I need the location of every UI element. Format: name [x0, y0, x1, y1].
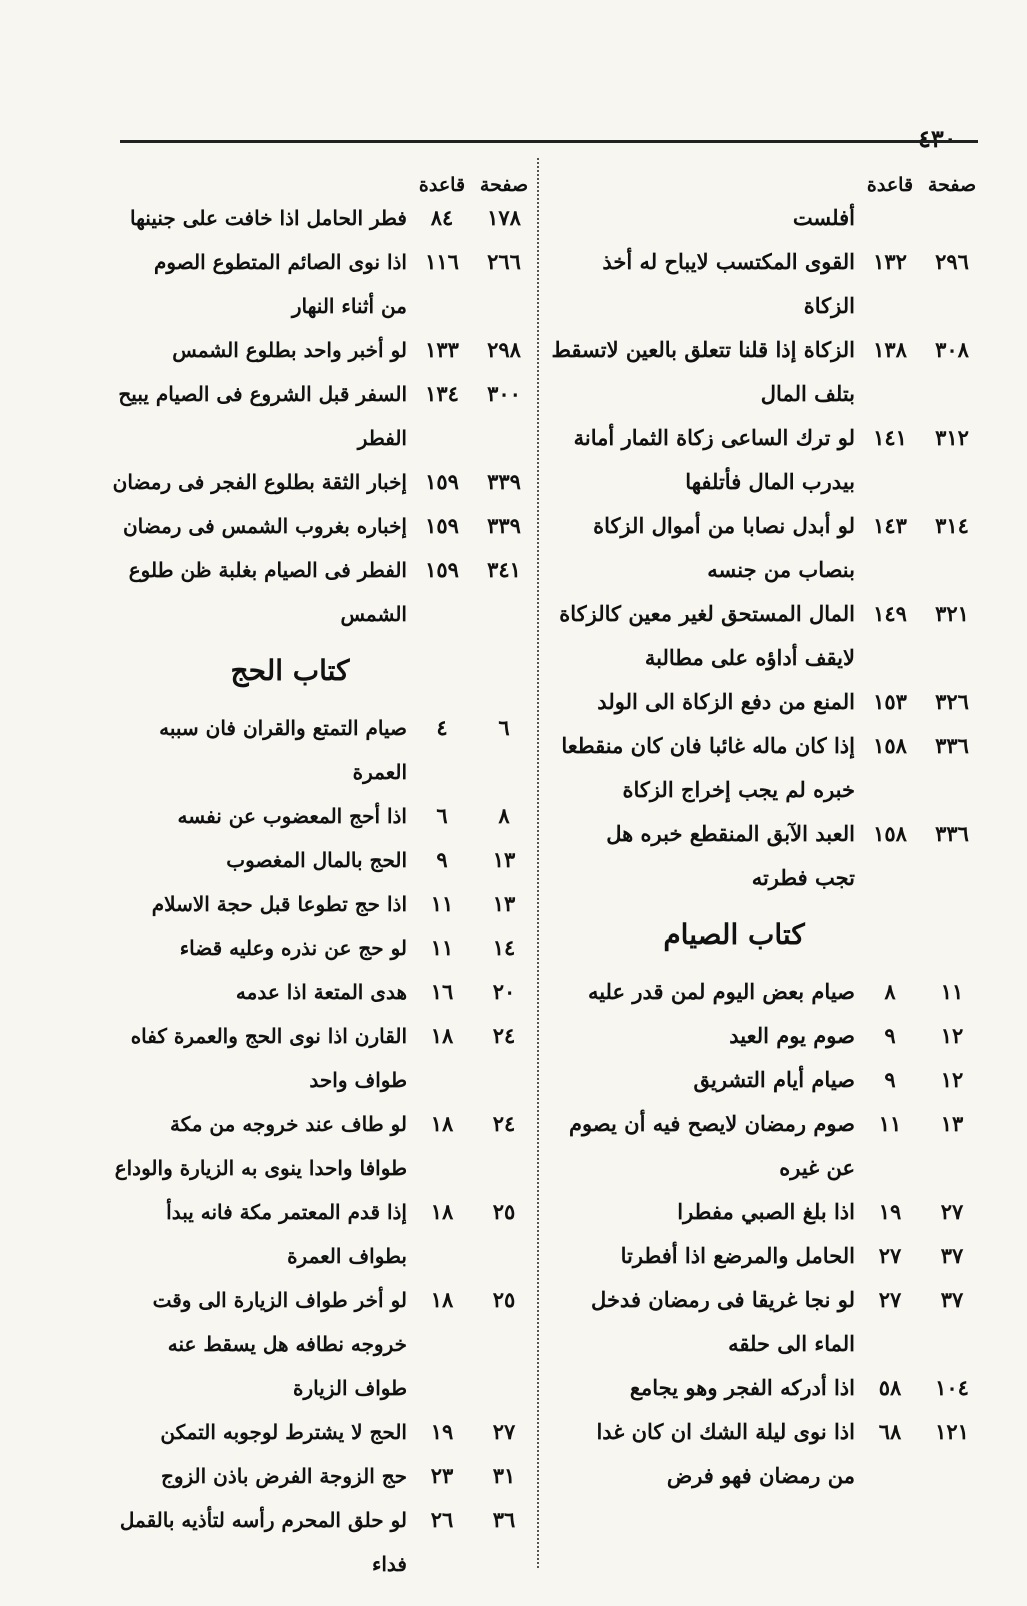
index-entry [105, 1410, 535, 1454]
continued-text: أفلست [792, 205, 855, 230]
entry-text: لو ترك الساعى زكاة الثمار أمانة [573, 425, 855, 450]
page-ref: ٦ [498, 715, 510, 740]
column-header [105, 160, 535, 196]
index-entry [545, 1278, 983, 1322]
entry-text: لو نجا غريقا فى رمضان فدخل [591, 1287, 855, 1312]
page-ref: ٣٧ [940, 1243, 964, 1268]
page-ref: ١٣ [940, 1111, 964, 1136]
entry-text: بيدرب المال فأتلفها [685, 469, 855, 494]
index-entry-continuation [545, 460, 983, 504]
entry-text: إذا قدم المعتمر مكة فانه يبدأ [166, 1200, 407, 1224]
entry-text: اذا بلغ الصبي مفطرا [677, 1199, 855, 1224]
entry-text: اذا نوى الصائم المتطوع الصوم [153, 250, 407, 274]
index-entry-continuation [545, 1454, 983, 1498]
column-divider [537, 158, 539, 1568]
index-entry [105, 1190, 535, 1234]
entry-text: الحامل والمرضع اذا أفطرتا [620, 1243, 855, 1268]
index-entry [105, 548, 535, 592]
index-entry [105, 460, 535, 504]
index-entry-continuation [545, 1146, 983, 1190]
entry-text: بنصاب من جنسه [707, 557, 855, 582]
entry-text: اذا نوى ليلة الشك ان كان غدا [596, 1419, 855, 1444]
entry-text: السفر قبل الشروع فى الصيام يبيح [118, 382, 407, 406]
entry-text: لو أبدل نصابا من أموال الزكاة [593, 513, 855, 538]
entry-text: صيام التمتع والقران فان سببه العمرة [159, 716, 407, 784]
entry-text: الفطر [357, 426, 407, 450]
index-entry-continuation [105, 1366, 535, 1410]
entry-text: صوم رمضان لايصح فيه أن يصوم [568, 1111, 855, 1136]
entry-text: العبد الآبق المنقطع خبره هل [606, 821, 855, 846]
entry-text: اذا حج تطوعا قبل حجة الاسلام [151, 892, 407, 916]
entry-text: حج الزوجة الفرض باذن الزوج [160, 1464, 407, 1488]
column-header [545, 160, 983, 196]
entry-text: خروجه نطافه هل يسقط عنه [167, 1332, 407, 1356]
page-ref: ٢٩٦ [935, 249, 969, 274]
rule-ref: ٢٦ [430, 1507, 454, 1532]
index-entry-continuation [545, 856, 983, 900]
page-ref: ٣٣٩ [487, 513, 521, 538]
rule-ref: ١٥٨ [873, 821, 907, 846]
entry-text: إخبار الثقة بطلوع الفجر فى رمضان [112, 470, 407, 494]
page-ref: ١١ [940, 979, 964, 1004]
index-entry-continuation [105, 1234, 535, 1278]
rule-ref: ٢٧ [878, 1287, 902, 1312]
index-entry-continuation [545, 768, 983, 812]
rule-ref: ٦٨ [878, 1419, 902, 1444]
index-entry-continuation [105, 1146, 535, 1190]
rule-ref: ٨٤ [430, 205, 454, 230]
entry-text: صيام أيام التشريق [693, 1067, 855, 1092]
section-title: كتاب الصيام [663, 918, 805, 951]
entry-text: القوى المكتسب لايباح له أخذ [602, 249, 855, 274]
index-entry [545, 592, 983, 636]
rule-ref: ١٥٨ [873, 733, 907, 758]
entry-text: اذا أدركه الفجر وهو يجامع [629, 1375, 855, 1400]
entries-siyam-cont [105, 196, 535, 636]
rule-ref: ١٥٩ [425, 513, 459, 538]
index-entry-continuation [105, 416, 535, 460]
rule-header: قاعدة [866, 174, 914, 196]
page-ref: ٢٤ [492, 1023, 516, 1048]
entry-text: طوافا واحدا ينوى به الزيارة والوداع [114, 1156, 407, 1180]
index-entry [545, 240, 983, 284]
entry-text: الزكاة [803, 293, 855, 318]
index-entry-continuation [105, 592, 535, 636]
page-ref: ١٣ [492, 847, 516, 872]
index-entry [105, 706, 535, 794]
entries-zakat [545, 240, 983, 900]
entry-text: هدى المتعة اذا عدمه [235, 980, 407, 1004]
rule-ref: ١٨ [430, 1023, 454, 1048]
entry-text: الفطر فى الصيام بغلبة ظن طلوع [128, 558, 407, 582]
rule-ref: ٤ [436, 715, 448, 740]
entry-text: إذا كان ماله غائبا فان كان منقطعا [561, 733, 855, 758]
index-entry [545, 970, 983, 1014]
page-ref: ٣٠٨ [935, 337, 969, 362]
rule-ref: ١٩ [430, 1419, 454, 1444]
page-ref: ٣٣٦ [935, 821, 969, 846]
entry-text: بطواف العمرة [287, 1244, 407, 1268]
rule-ref: ١٣٤ [425, 381, 459, 406]
index-entry [545, 328, 983, 372]
index-entry [105, 970, 535, 1014]
entry-text: الحج لا يشترط لوجوبه التمكن [160, 1420, 407, 1444]
page-header: صفحة [927, 174, 977, 196]
rule-ref: ١٩ [878, 1199, 902, 1224]
rule-ref: ١٣٣ [425, 337, 459, 362]
entry-text: لايقف أداؤه على مطالبة [644, 645, 855, 670]
rule-ref: ١١٦ [425, 249, 459, 274]
page-number: ٤٣٠ [918, 124, 957, 153]
index-entry [105, 372, 535, 416]
index-entry [105, 196, 535, 240]
rule-header: قاعدة [418, 174, 466, 196]
rule-ref: ١٥٩ [425, 557, 459, 582]
entry-text: تجب فطرته [751, 865, 855, 890]
page-ref: ١٢ [940, 1067, 964, 1092]
entry-text: بتلف المال [760, 381, 855, 406]
rule-ref: ١١ [430, 935, 454, 960]
rule-ref: ٩ [884, 1023, 896, 1048]
rule-ref: ١٤١ [873, 425, 907, 450]
entry-text: عن غيره [779, 1155, 855, 1180]
rule-ref: ٩ [436, 847, 448, 872]
entry-text: طواف الزيارة [293, 1376, 407, 1400]
entry-text: إخباره بغروب الشمس فى رمضان [122, 514, 407, 538]
index-entry [545, 724, 983, 768]
entry-text: فطر الحامل اذا خافت على جنينها [129, 206, 407, 230]
rule-ref: ١٨ [430, 1199, 454, 1224]
rule-ref: ١١ [878, 1111, 902, 1136]
entry-text: لو حلق المحرم رأسه لتأذيه بالقمل فداء [119, 1508, 407, 1576]
index-entry-continuation [545, 548, 983, 592]
entry-text: لو أخبر واحد بطلوع الشمس [172, 338, 407, 362]
rule-ref: ٢٧ [878, 1243, 902, 1268]
rule-ref: ١٥٣ [873, 689, 907, 714]
left-column [105, 160, 535, 1586]
page-ref: ٨ [498, 803, 510, 828]
index-entry-continuation [545, 636, 983, 680]
rule-ref: ١٣٨ [873, 337, 907, 362]
entries-hajj [105, 706, 535, 1586]
index-entry [105, 838, 535, 882]
page-ref: ٢٤ [492, 1111, 516, 1136]
page-ref: ١٤ [492, 935, 516, 960]
entry-text: اذا أحج المعضوب عن نفسه [177, 804, 407, 828]
index-entry [105, 1014, 535, 1058]
index-entry [105, 328, 535, 372]
index-entry [105, 504, 535, 548]
page-ref: ٣٤١ [487, 557, 521, 582]
index-entry [105, 1454, 535, 1498]
index-entry [545, 416, 983, 460]
index-entry [545, 1190, 983, 1234]
entry-text: الماء الى حلقه [728, 1331, 855, 1356]
index-entry [545, 1058, 983, 1102]
entry-text: المنع من دفع الزكاة الى الولد [597, 689, 855, 714]
rule-ref: ١٨ [430, 1287, 454, 1312]
top-rule [120, 140, 978, 143]
right-column [545, 160, 983, 1498]
page-ref: ٢٦٦ [487, 249, 521, 274]
page-ref: ٢٧ [492, 1419, 516, 1444]
index-entry [545, 1366, 983, 1410]
page-ref: ٣٧ [940, 1287, 964, 1312]
index-entry [105, 240, 535, 284]
rule-ref: ١٣٢ [873, 249, 907, 274]
index-entry [545, 812, 983, 856]
rule-ref: ١٥٩ [425, 469, 459, 494]
index-entry-continuation [105, 1322, 535, 1366]
page-ref: ٣٢١ [935, 601, 969, 626]
rule-ref: ٨ [884, 979, 896, 1004]
entry-text: صيام بعض اليوم لمن قدر عليه [587, 979, 855, 1004]
entry-text: خبره لم يجب إخراج الزكاة [622, 777, 855, 802]
page-header: صفحة [479, 174, 529, 196]
page-ref: ٣١٤ [935, 513, 969, 538]
section-title: كتاب الحج [230, 654, 350, 687]
index-entry-continuation [105, 1058, 535, 1102]
page-ref: ١٧٨ [487, 205, 521, 230]
page-ref: ٢٧ [940, 1199, 964, 1224]
entry-text: لو حج عن نذره وعليه قضاء [179, 936, 407, 960]
entries-siyam [545, 970, 983, 1498]
page-ref: ٢٩٨ [487, 337, 521, 362]
page-ref: ١٠٤ [935, 1375, 969, 1400]
index-entry [545, 1102, 983, 1146]
page-ref: ٣٦ [492, 1507, 516, 1532]
index-entry [545, 680, 983, 724]
page-ref: ١٢١ [935, 1419, 969, 1444]
index-entry [105, 1278, 535, 1322]
page-ref: ٣٢٦ [935, 689, 969, 714]
entry-text: لو أخر طواف الزيارة الى وقت [152, 1288, 407, 1312]
entry-text: الحج بالمال المغصوب [226, 848, 407, 872]
page-ref: ١٣ [492, 891, 516, 916]
rule-ref: ١٤٣ [873, 513, 907, 538]
rule-ref: ٩ [884, 1067, 896, 1092]
entry-text: الزكاة إذا قلنا تتعلق بالعين لاتسقط [551, 337, 855, 362]
rule-ref: ١٦ [430, 979, 454, 1004]
index-entry [545, 1014, 983, 1058]
index-entry-continuation [105, 284, 535, 328]
index-entry-continuation [545, 372, 983, 416]
page-ref: ٢٥ [492, 1199, 516, 1224]
index-entry [105, 926, 535, 970]
index-entry-continuation [545, 1322, 983, 1366]
page-ref: ٣١٢ [935, 425, 969, 450]
index-entry [105, 794, 535, 838]
entry-text: صوم يوم العيد [729, 1023, 855, 1048]
page-ref: ٢٥ [492, 1287, 516, 1312]
page-ref: ٣١ [492, 1463, 516, 1488]
index-entry [545, 1410, 983, 1454]
index-entry [545, 504, 983, 548]
entry-text: القارن اذا نوى الحج والعمرة كفاه [130, 1024, 407, 1048]
entry-text: من رمضان فهو فرض [666, 1463, 855, 1488]
entry-text: لو طاف عند خروجه من مكة [169, 1112, 407, 1136]
index-entry [105, 1102, 535, 1146]
index-entry-continuation [545, 284, 983, 328]
rule-ref: ٦ [436, 803, 448, 828]
entry-text: من أثناء النهار [291, 294, 407, 318]
rule-ref: ٥٨ [878, 1375, 902, 1400]
rule-ref: ١٨ [430, 1111, 454, 1136]
rule-ref: ١٤٩ [873, 601, 907, 626]
entry-text: الشمس [340, 602, 407, 626]
rule-ref: ١١ [430, 891, 454, 916]
page-ref: ٣٠٠ [487, 381, 521, 406]
page-ref: ١٢ [940, 1023, 964, 1048]
entry-text: طواف واحد [309, 1068, 407, 1092]
page-ref: ٣٣٩ [487, 469, 521, 494]
page-ref: ٣٣٦ [935, 733, 969, 758]
index-entry [545, 1234, 983, 1278]
index-entry [105, 1498, 535, 1586]
rule-ref: ٢٣ [430, 1463, 454, 1488]
entry-text: المال المستحق لغير معين كالزكاة [559, 601, 855, 626]
index-entry [105, 882, 535, 926]
page-ref: ٢٠ [492, 979, 516, 1004]
